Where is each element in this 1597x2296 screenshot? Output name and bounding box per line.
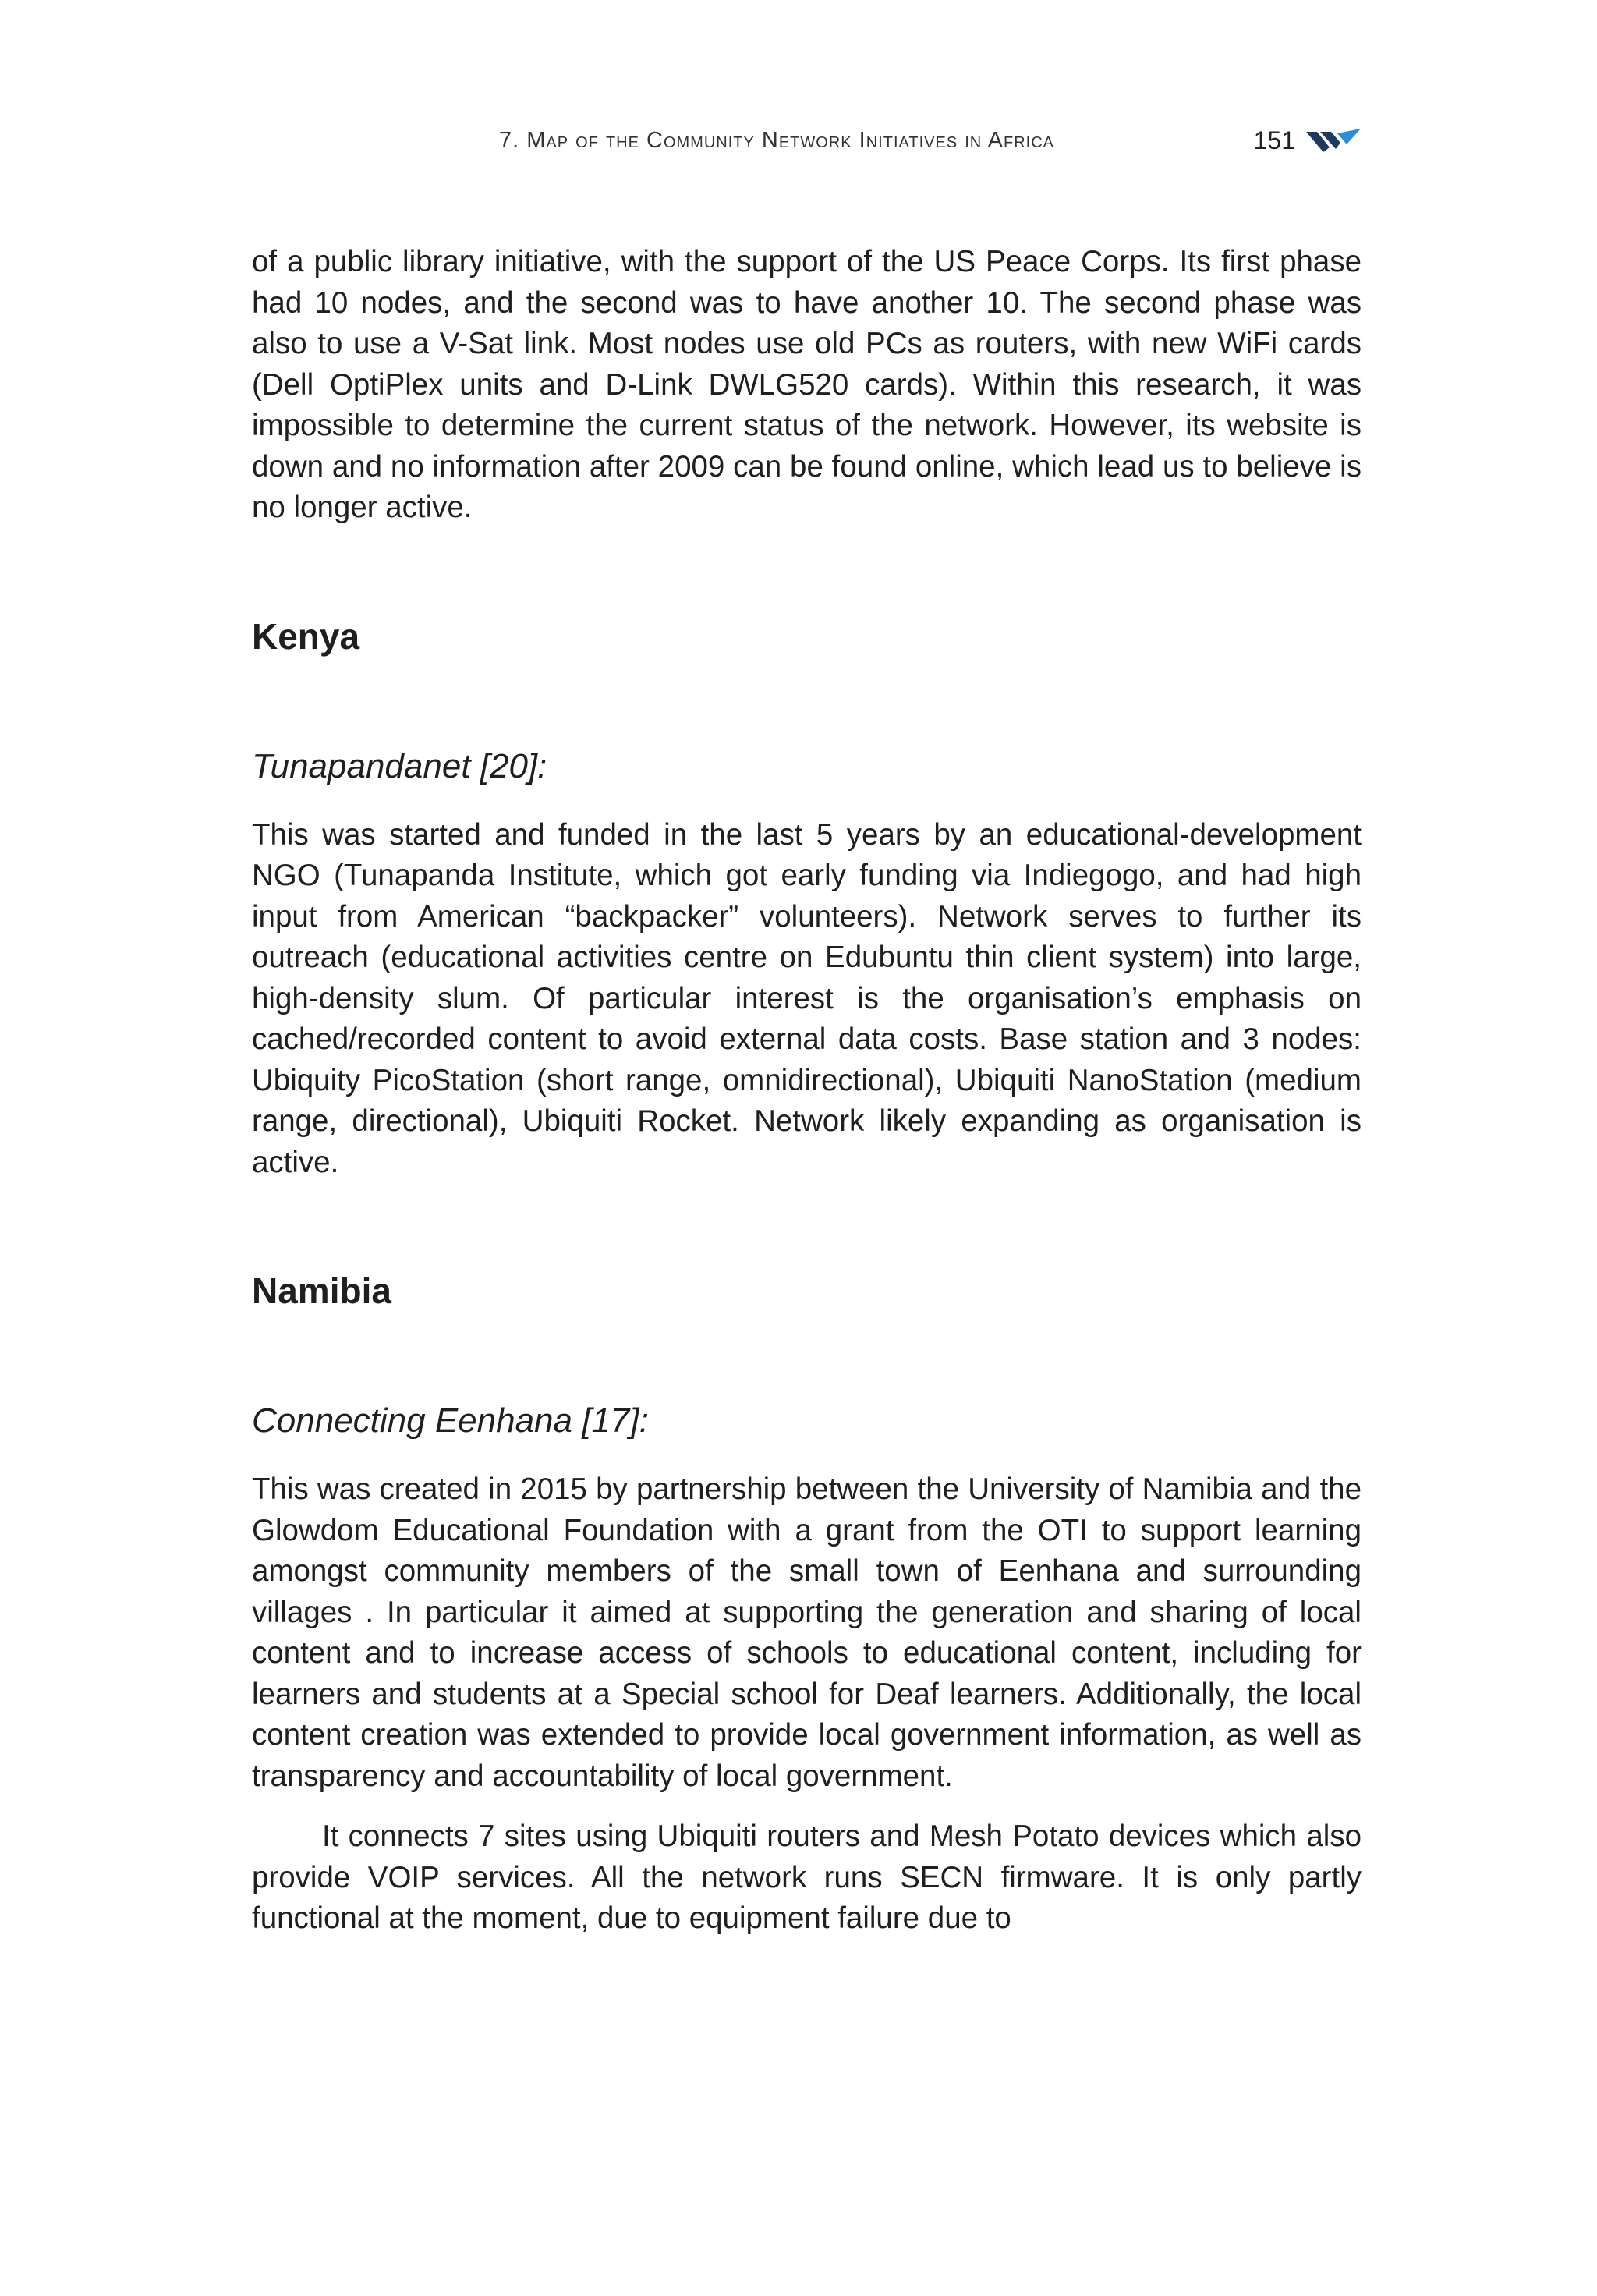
running-title: 7. Map of the Community Network Initiatives in Africa bbox=[499, 127, 1055, 153]
paragraph-eenhana-network: It connects 7 sites using Ubiquiti routers and Mesh Potato devices which also provide VOIP services. All the network runs SECN firmware. It is only partly functional at the moment, due to equipment failure due to bbox=[252, 1819, 1362, 1935]
page-content bbox=[252, 242, 1362, 1940]
subheading-tunapandanet: Tunapandanet [20]: bbox=[252, 746, 547, 785]
running-header bbox=[499, 121, 1361, 160]
section-heading-namibia: Namibia bbox=[252, 1270, 391, 1311]
publisher-chevron-logo-icon bbox=[1306, 127, 1361, 154]
paragraph-connecting-eenhana: This was created in 2015 by partnership between the University of Namibia and the Glowdom Educational Foundation with a grant from the OTI to support learning amongst community members of the small town of Eenhana and surrounding villages . In particular it aimed at supporting the generation and sharing of local content and to increase access of schools to educational content, including for learners and students at a Special school for Deaf learners. Additionally, the local content creation was extended to provide local government information, as well as transparency and accountability of local government. bbox=[252, 1472, 1362, 1793]
paragraph-tunapandanet: This was started and funded in the last 5 years by an educational-development NGO (Tunapanda Institute, which got early funding via Indiegogo, and had high input from American “backpacker” volunteers). Network serves to further its outreach (educational activities centre on Edubuntu thin client system) into large, high-density slum. Of particular interest is the organisation’s emphasis on cached/recorded content to avoid external data costs. Base station and 3 nodes: Ubiquity PicoStation (short range, omnidirectional), Ubiquiti NanoStation (medium range, directional), Ubiquiti Rocket. Network likely expanding as organisation is active. bbox=[252, 817, 1362, 1179]
subheading-connecting-eenhana: Connecting Eenhana [17]: bbox=[252, 1401, 649, 1440]
section-heading-kenya: Kenya bbox=[252, 615, 360, 657]
intro-paragraph: of a public library initiative, with the support of the US Peace Corps. Its first phase had 10 nodes, and the second was to have another 10. The second phase was also to use a V-Sat link. Most nodes use old PCs as routers, with new WiFi cards (Dell OptiPlex units and D-Link DWLG520 cards). Within this research, it was impossible to determine the current status of the network. However, its website is down and no information after 2009 can be found online, which lead us to believe is no longer active. bbox=[252, 245, 1362, 524]
page-number: 151 bbox=[1253, 126, 1295, 154]
